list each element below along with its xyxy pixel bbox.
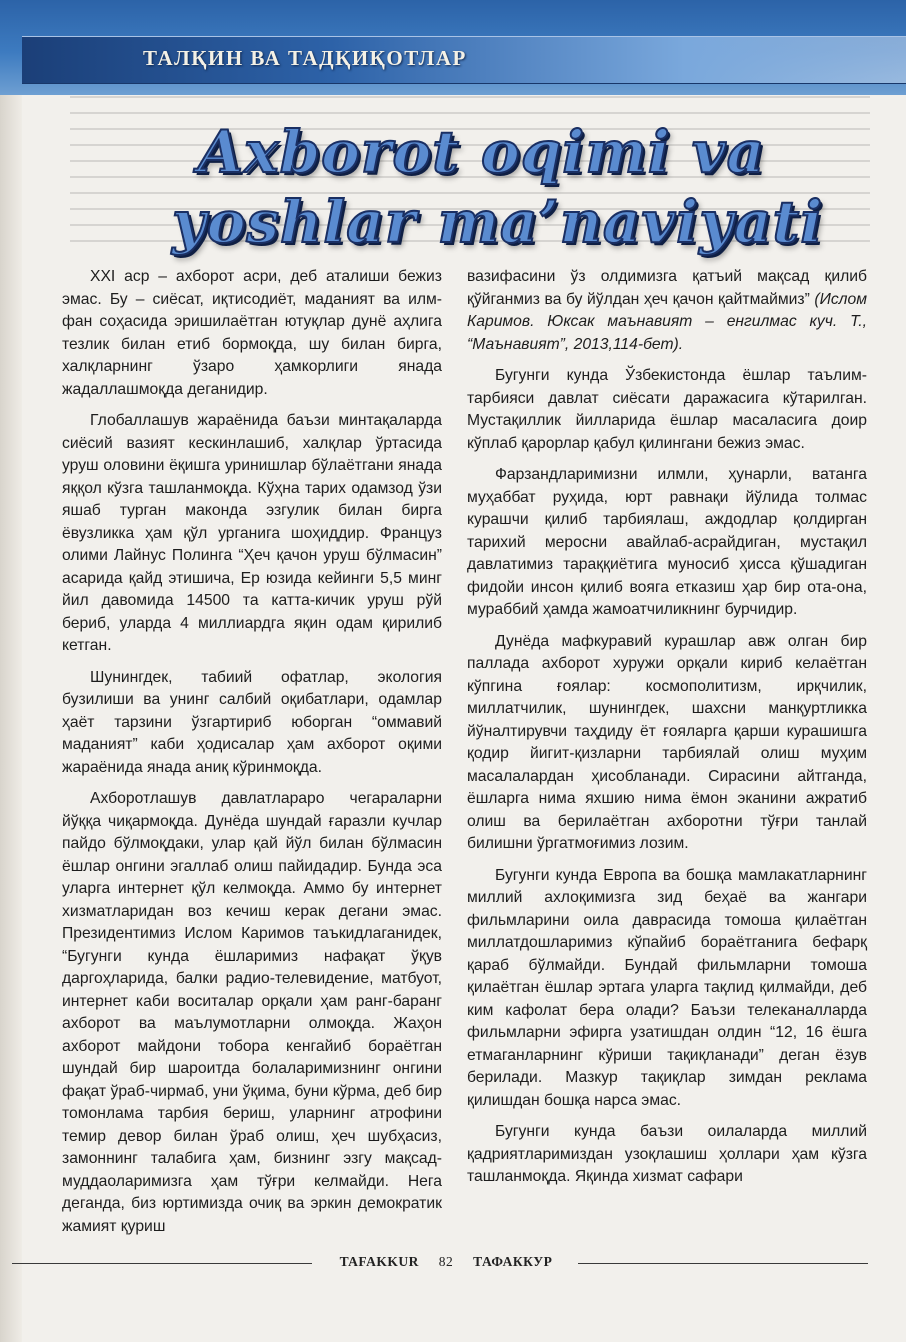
paragraph: Шунингдек, табиий офатлар, экология бузилиши ва унинг салбий оқибатлари, одамлар ҳаёт тарзини ўзгартириб юборган “оммавий маданият” каби ҳодисалар ҳам ахборот оқими жараёнида янада аниқ кўринмоқда.: [62, 668, 442, 776]
paragraph: Бугунги кунда Ўзбекистонда ёшлар таълим-тарбияси давлат сиёсати даражасига кўтарилган. Мустақиллик йилларида ёшлар масаласига доир кўплаб қарорлар қабул қилингани бежиз эмас.: [467, 367, 867, 452]
page-number: 82: [438, 1254, 454, 1269]
title-line-2: yoshlar ma’naviyati: [172, 188, 824, 256]
quote-continuation: вазифасини ўз олдимизга қатъий мақсад қилиб қўйганмиз ва бу йўлдан ҳеч қачон қайтмаймиз”: [467, 268, 867, 308]
left-column: [62, 266, 442, 1247]
section-label: ТАЛҚИН ВА ТАДҚИҚОТЛАР: [143, 46, 467, 70]
continued-quote-paragraph: [467, 266, 867, 356]
paragraph: Глобаллашув жараёнида баъзи минтақаларда сиёсий вазият кескинлашиб, халқлар ўртасида уруш оловини ёқишга уринишлар бўлаётгани янада яққол кўзга ташланмоқда. Кўҳна тарих одамзод ўзи яшаб турган маконда эзгулик билан бирга ёвузликка ҳам қўл урганига шоҳиддир. Француз олими Лайнус Полинга “Ҳеч қачон уруш бўлмасин” асарида қайд этишича, Ер юзида кейинги 5,5 минг йил давомида 14500 та катта-кичик уруш рўй бериб, уларда 4 миллиардга яқин одам қирилиб кетган.: [62, 412, 442, 654]
citation: (Ислом Каримов. Юксак маънавият – енгилмас куч. Т., “Маънавият”, 2013,114-бет).: [467, 290, 867, 353]
footer-rule-right: [578, 1263, 868, 1264]
paragraph: Фарзандларимизни илмли, ҳунарли, ватанга муҳаббат руҳида, юрт равнақи йўлида толмас курашчи қилиб тарбиялаш, аждодлар қолдирган тарихий меросни авайлаб-асрайдиган, мустақил давлатимиз тараққиётига муносиб ҳисса қўшадиган фидойи инсон қилиб вояга етказиш ҳар бир ота-она, мураббий ҳамда жамоатчиликнинг бурчидир.: [467, 466, 867, 618]
article-title: [150, 108, 824, 268]
paragraph: Ахборотлашув давлатлараро чегараларни йўққа чиқармоқда. Дунёда шундай ғаразли кучлар пайдо бўлмоқдаки, улар қай йўл билан бўлмасин ёшлар онгини эгаллаб олиш пайидадир. Бунда эса уларга интернет қўл келмоқда. Аммо бу интернет хизматларидан воз кечиш керак дегани эмас. Президентимиз Ислом Каримов таъкидлаганидек, “Бугунги кунда ёшларимиз нафақат ўқув даргоҳларида, балки радио-телевидение, матбуот, интернет каби воситалар орқали ҳам ранг-баранг ахборот ва маълумотларни олмоқда. Жаҳон ахборот майдони тобора кенгайиб бораётган шундай бир шароитда болаларимизнинг онгини фақат ўраб-чирмаб, уни ўқима, буни кўрма, деб бир томонлама тарбия бериш, уларнинг атрофини темир девор билан ўраб олиш, ҳеч шубҳасиз, замоннинг талабига ҳам, бизнинг эзгу мақсад-муддаоларимизга ҳам тўғри келмайди. Нега деганда, биз юртимизда очиқ ва эркин демократик жамият қуриш: [62, 790, 442, 1235]
page-footer: [318, 1254, 574, 1270]
footer-magazine-cyrillic: ТАФАККУР: [473, 1254, 553, 1269]
footer-rule-left: [12, 1263, 312, 1264]
right-column: [467, 266, 867, 1198]
paragraph: XXI аср – ахборот асри, деб аталиши бежиз эмас. Бу – сиёсат, иқтисодиёт, маданият ва илм-фан соҳасида эришилаётган ютуқлар дунё аҳлига тезлик билан етиб бормоқда, шу билан бирга, халқларнинг ўзаро ҳамкорлиги янада жадаллашмоқда деганидир.: [62, 268, 442, 398]
paragraph: Бугунги кунда Европа ва бошқа мамлакатларнинг миллий ахлоқимизга зид беҳаё ва жангари фильмларини оила даврасида томоша қилаётган миллатдошларимиз кўпайиб бораётганига бефарқ қараб бўлмайди. Бундай фильмларни томоша қилаётган ёшлар эртага уларга тақлид қилмайди, деб ким кафолат бера олади? Баъзи телеканалларда фильмларни эфирга узатишдан олдин “12, 16 ёшга етмаганларнинг кўриши тақиқланади” деган ёзув берилади. Мазкур тақиқлар зимдан реклама қилишдан бошқа нарса эмас.: [467, 866, 867, 1109]
footer-magazine-latin: TAFAKKUR: [339, 1254, 419, 1269]
page-binding-edge: [0, 0, 22, 1342]
paragraph: Дунёда мафкуравий курашлар авж олган бир паллада ахборот хуружи орқали кириб келаётган кўпгина ғоялар: космополитизм, ирқчилик, миллатчилик, шунингдек, шахсни манқуртликка йўналтирувчи таҳдиду ёт ғояларга қарши курашишга қодир йигит-қизларни тарбиялай олиш муҳим масалалардан ҳисобланади. Сирасини айтганда, ёшларга нима яхшию нима ёмон эканини ажратиб олиш ва берилаётган ахборотни тўғри танлай билишни ўргатмоғимиз лозим.: [467, 632, 867, 852]
title-line-1: Axborot oqimi va: [198, 118, 766, 186]
paragraph: Бугунги кунда баъзи оилаларда миллий қадриятларимиздан узоқлашиш ҳоллари ҳам кўзга ташланмоқда. Яқинда хизмат сафари: [467, 1123, 867, 1185]
